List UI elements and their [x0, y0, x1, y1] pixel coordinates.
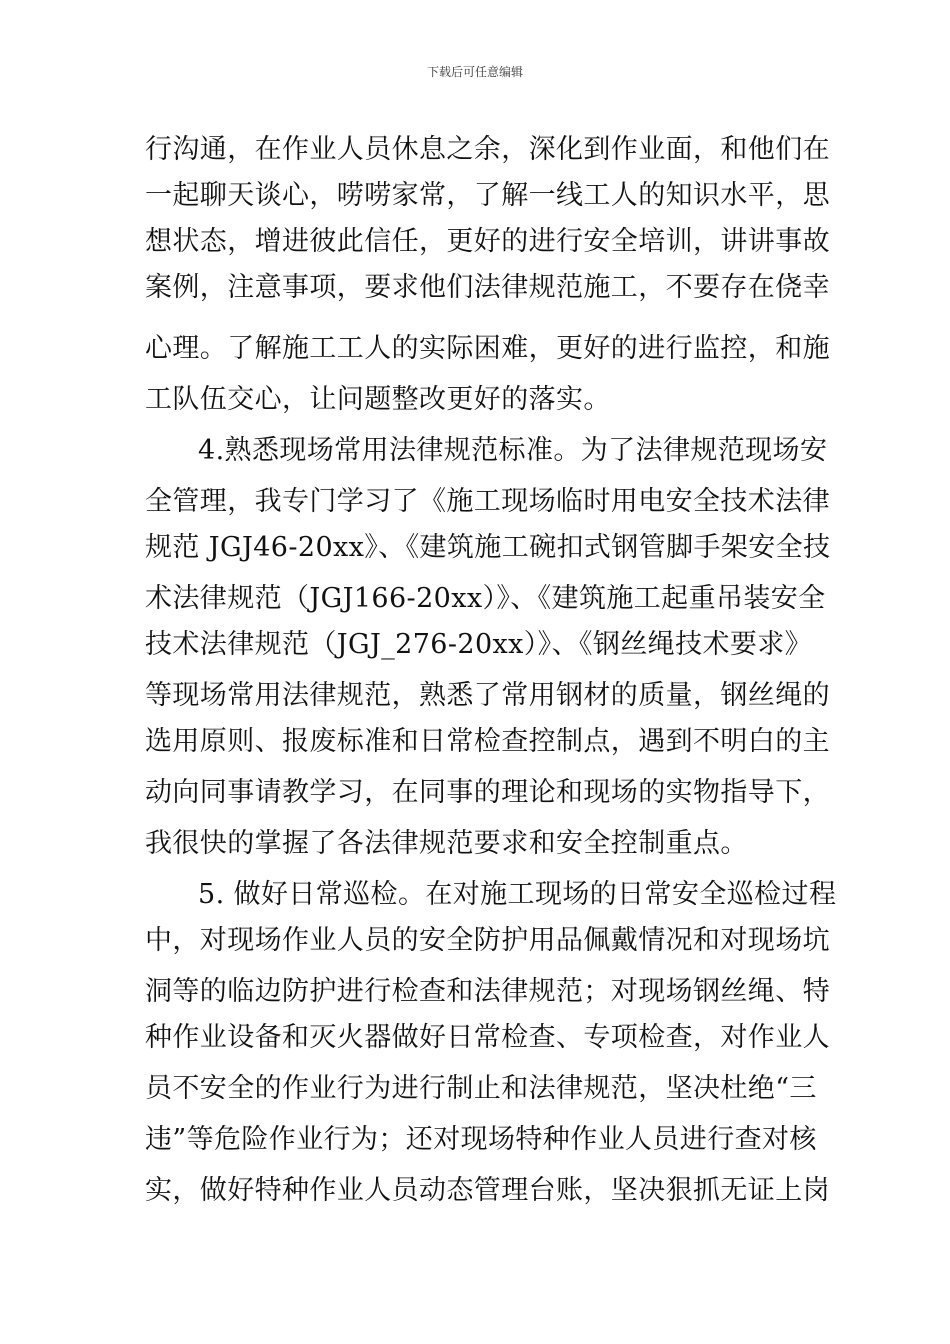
text-line: 心理。了解施工工人的实际困难，更好的进行监控，和施: [145, 333, 830, 364]
text-line: 案例，注意事项，要求他们法律规范施工，不要存在侥幸: [145, 272, 830, 303]
text-line: 实，做好特种作业人员动态管理台账，坚决狠抓无证上岗: [145, 1175, 830, 1206]
text-line: 选用原则、报废标准和日常检查控制点，遇到不明白的主: [145, 726, 830, 757]
text-line: 工队伍交心，让问题整改更好的落实。: [145, 384, 611, 415]
page-header-note: 下载后可任意编辑: [426, 65, 523, 79]
text-line: 中，对现场作业人员的安全防护用品佩戴情况和对现场坑: [145, 925, 830, 956]
text-line: 技术法律规范（JGJ_276-20xx）》、《钢丝绳技术要求》: [145, 629, 813, 660]
text-line: 动向同事请教学习，在同事的理论和现场的实物指导下，: [145, 777, 830, 808]
text-line: 种作业设备和灭火器做好日常检查、专项检查，对作业人: [145, 1022, 830, 1053]
text-line: 洞等的临边防护进行检查和法律规范；对现场钢丝绳、特: [145, 976, 830, 1007]
text-line: 术法律规范（JGJ166-20xx）》、《建筑施工起重吊装安全: [145, 583, 826, 614]
text-line: 规范 JGJ46-20xx》、《建筑施工碗扣式钢管脚手架安全技: [145, 532, 831, 563]
text-line: 全管理，我专门学习了《施工现场临时用电安全技术法律: [145, 486, 830, 517]
text-line: 一起聊天谈心，唠唠家常，了解一线工人的知识水平，思: [145, 180, 830, 211]
text-line: 我很快的掌握了各法律规范要求和安全控制重点。: [145, 828, 748, 859]
text-line: 等现场常用法律规范，熟悉了常用钢材的质量，钢丝绳的: [145, 680, 830, 711]
text-line: 想状态，增进彼此信任，更好的进行安全培训，讲讲事故: [145, 226, 830, 257]
text-line: 违”等危险作业行为；还对现场特种作业人员进行查对核: [145, 1124, 817, 1155]
text-line: 员不安全的作业行为进行制止和法律规范，坚决杜绝“三: [145, 1073, 817, 1104]
text-line: 行沟通，在作业人员休息之余，深化到作业面，和他们在: [145, 134, 830, 165]
text-line: 4.熟悉现场常用法律规范标准。为了法律规范现场安: [198, 435, 828, 466]
text-line: 5. 做好日常巡检。在对施工现场的日常安全巡检过程: [198, 879, 837, 910]
